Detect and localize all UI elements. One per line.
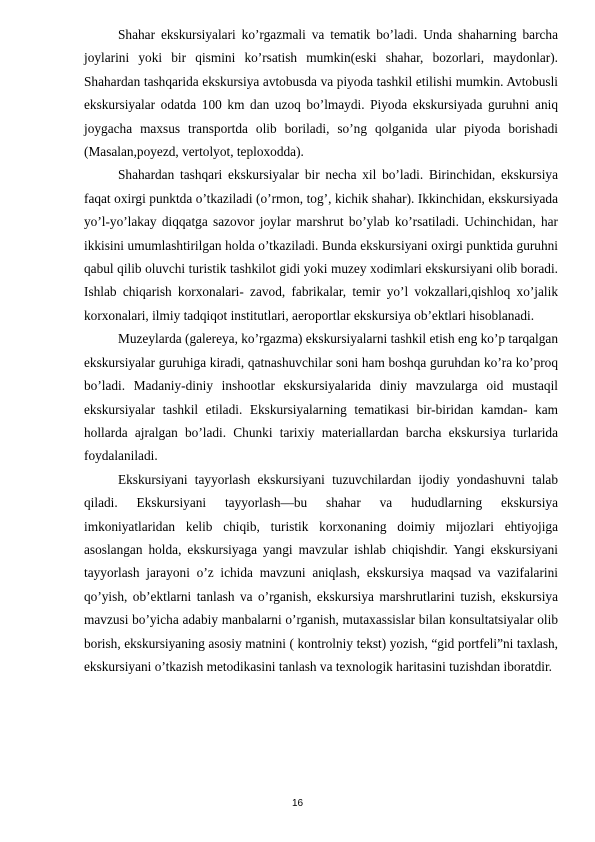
paragraph-city-excursions: Shahar ekskursiyalari ko’rgazmali va tematik bo’ladi. Unda shaharning barcha joylarini yoki bir qismini ko’rsatish mumkin(eski shahar, bozorlari, maydonlar). Shahardan tashqarida ekskursiya avtobusda va piyoda tashkil etilishi mumkin. Avtobusli ekskursiyalar odatda 100 km dan uzoq bo’lmaydi. Piyoda ekskursiyada guruhni aniq joygacha maxsus transportda olib boriladi, so’ng qolganida ular piyoda borishadi (Masalan,poyezd, vertolyot, teploxodda). bbox=[84, 27, 558, 160]
paragraph-museum-excursions: Muzeylarda (galereya, ko’rgazma) ekskursiyalarni tashkil etish eng ko’p tarqalgan ekskursiyalar guruhiga kiradi, qatnashuvchilar soni ham boshqa guruhdan ko’ra ko’proq bo’ladi. Madaniy-diniy inshootlar ekskursiyalarida diniy mavzularga oid mustaqil ekskursiyalar tashkil etiladi. Ekskursiyalarning tematikasi bir-biridan kamdan- kam hollarda ajralgan bo’ladi. Chunki tarixiy materiallardan barcha ekskursiya turlarida foydalaniladi. bbox=[84, 331, 558, 464]
page-number: 16 bbox=[291, 798, 304, 809]
paragraph-excursion-preparation: Ekskursiyani tayyorlash ekskursiyani tuzuvchilardan ijodiy yondashuvni talab qiladi. Ekskursiyani tayyorlash—bu shahar va hududlarning ekskursiya imkoniyatlaridan kelib chiqib, turistik korxonaning doimiy mijozlari ehtiyojiga asoslangan holda, ekskursiyaga yangi mavzular ishlab chiqishdir. Yangi ekskursiyani tayyorlash jarayoni o’z ichida mavzuni aniqlash, ekskursiya maqsad va vazifalarini qo’yish, ob’ektlarni tanlash va o’rganish, ekskursiya marshrutlarini tuzish, ekskursiya mavzusi bo’yicha adabiy manbalarni o’rganish, mutaxassislar bilan konsultatsiyalar olib borish, ekskursiyaning asosiy matnini ( kontrolniy tekst) yozish, “gid portfeli”ni taxlash, ekskursiyani o’tkazish metodikasini tanlash va texnologik haritasini tuzishdan iboratdir. bbox=[84, 471, 558, 674]
paragraph-out-of-city-excursions: Shahardan tashqari ekskursiyalar bir necha xil bo’ladi. Birinchidan, ekskursiya faqat oxirgi punktda o’tkaziladi (o’rmon, tog’, kichik shahar). Ikkinchidan, ekskursiyada yo’l-yo’lakay diqqatga sazovor joylar marshrut bo’ylab ko’rsatiladi. Uchinchidan, har ikkisini umumlashtirilgan holda o’tkaziladi. Bunda ekskursiyani oxirgi punktida guruhni qabul qilib oluvchi turistik tashkilot gidi yoki muzey xodimlari ekskursiyani olib boradi. Ishlab chiqarish korxonalari- zavod, fabrikalar, temir yo’l vokzallari,qishloq xo’jalik korxonalari, ilmiy tadqiqot institutlari, aeroportlar ekskursiya ob’ektlari hisoblanadi. bbox=[84, 167, 558, 323]
